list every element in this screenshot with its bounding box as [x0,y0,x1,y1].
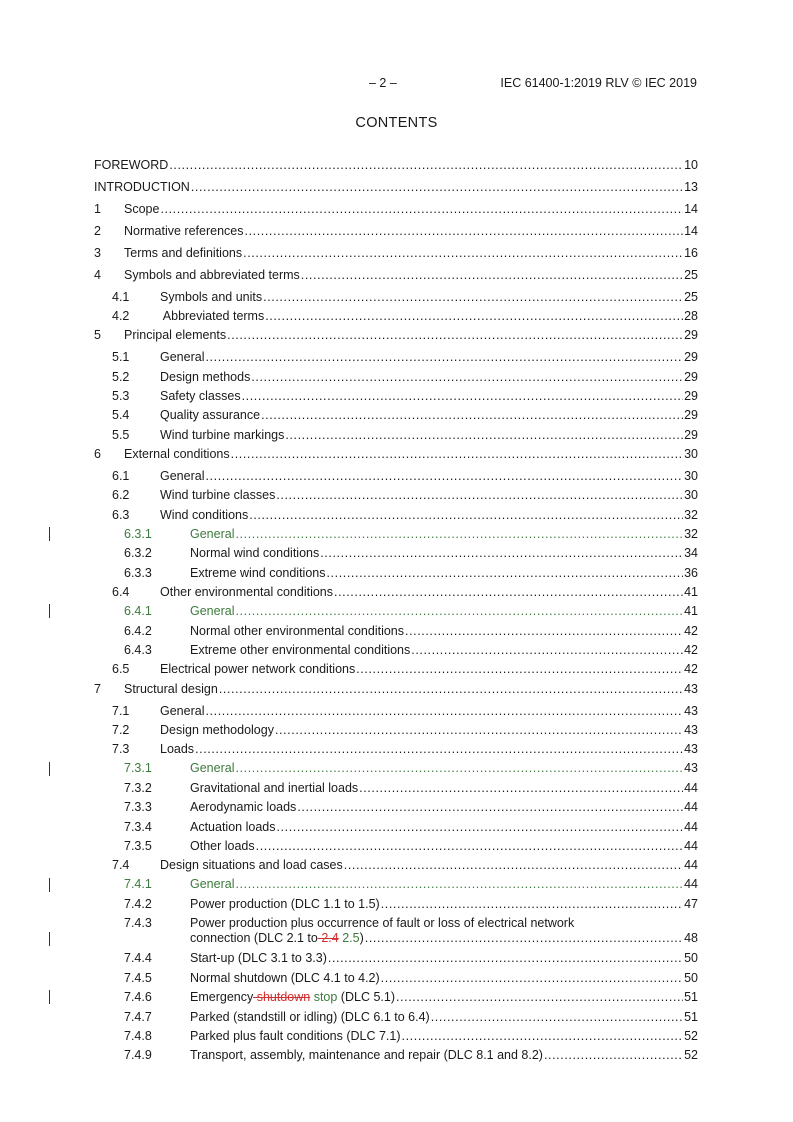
inserted-text: 2.5 [338,931,360,945]
toc-title: General [190,761,235,775]
toc-page: 44 [684,781,698,795]
toc-number: 5.2 [112,370,130,384]
toc-entry-7-4[interactable] [94,858,698,873]
toc-title: Terms and definitions [124,246,243,260]
toc-entry-4-1[interactable] [94,290,698,305]
toc-entry-4[interactable] [94,268,698,283]
toc-title: Other environmental conditions [160,585,334,599]
toc-page: 29 [684,328,698,342]
toc-page: 44 [684,800,698,814]
toc-page: 41 [684,604,698,618]
toc-page: 25 [684,290,698,304]
toc-title: Transport, assembly, maintenance and repair (DLC 8.1 and 8.2) [190,1048,543,1062]
toc-entry-7-4-1[interactable] [94,877,698,892]
toc-title: Design methodology [160,723,274,737]
toc-number: 7.2 [112,723,130,737]
toc-number: 4.1 [112,290,130,304]
toc-page: 29 [684,389,698,403]
toc-title: Abbreviated terms [160,309,265,323]
toc-title: Symbols and units [160,290,263,304]
toc-title: General [190,604,235,618]
toc-entry-6-4-3[interactable] [94,643,698,658]
toc-title: INTRODUCTION [94,180,190,194]
toc-title-text: Emergency [190,990,254,1004]
toc-number: 5 [94,328,101,342]
toc-number: 7.4.9 [124,1048,152,1062]
toc-number: 2 [94,224,101,238]
toc-title: Principal elements [124,328,227,342]
toc-entry-6-3-1[interactable] [94,527,698,542]
toc-title: Design situations and load cases [160,858,343,872]
toc-entry-6-4[interactable] [94,585,698,600]
toc-entry-6-3[interactable] [94,508,698,523]
toc-entry-5-4[interactable] [94,408,698,423]
toc-page: 43 [684,704,698,718]
toc-page: 44 [684,858,698,872]
toc-number: 1 [94,202,101,216]
toc-number: 6.5 [112,662,130,676]
toc-entry-7-4-5[interactable] [94,971,698,986]
toc-title: General [160,350,205,364]
toc-page: 16 [684,246,698,260]
toc-title: Quality assurance [160,408,261,422]
toc-page: 32 [684,527,698,541]
toc-page: 51 [684,1010,698,1024]
toc-title: Structural design [124,682,218,696]
toc-title: General [160,469,205,483]
toc-number: 7.4.8 [124,1029,152,1043]
toc-entry-introduction[interactable] [94,180,698,195]
toc-number: 6.4.2 [124,624,152,638]
toc-page: 44 [684,839,698,853]
toc-title: FOREWORD [94,158,169,172]
toc-page: 41 [684,585,698,599]
toc-title: Normative references [124,224,244,238]
toc-entry-6[interactable] [94,447,698,462]
toc-page: 32 [684,508,698,522]
toc-title: Gravitational and inertial loads [190,781,359,795]
toc-page: 14 [684,202,698,216]
toc-number: 6.3.2 [124,546,152,560]
toc-entry-7-3-5[interactable] [94,839,698,854]
toc-entry-7-4-8[interactable] [94,1029,698,1044]
toc-title [190,990,395,1005]
toc-page: 42 [684,624,698,638]
toc-title: Wind conditions [160,508,249,522]
toc-number: 7.3.4 [124,820,152,834]
toc-number: 7.3.2 [124,781,152,795]
toc-number: 3 [94,246,101,260]
toc-page: 25 [684,268,698,282]
toc-page: 29 [684,428,698,442]
toc-number: 7.3.5 [124,839,152,853]
toc-title: Safety classes [160,389,241,403]
toc-title: General [190,877,235,891]
standard-reference: IEC 61400-1:2019 RLV © IEC 2019 [500,76,697,90]
toc-title: Normal wind conditions [190,546,320,560]
toc-entry-7-4-6[interactable] [94,990,698,1005]
toc-number: 6.4.3 [124,643,152,657]
deleted-text: shutdown [253,990,311,1004]
toc-entry-7-3[interactable] [94,742,698,757]
toc-number: 6.4 [112,585,130,599]
toc-entry-5-1[interactable] [94,350,698,365]
page-header [0,76,793,92]
toc-page: 44 [684,877,698,891]
toc-title-text: connection (DLC 2.1 to [190,931,318,945]
toc-number: 7.3.1 [124,761,152,775]
toc-number: 7.4.4 [124,951,152,965]
toc-page: 10 [684,158,698,172]
toc-page: 43 [684,742,698,756]
toc-number: 6.2 [112,488,130,502]
toc-number: 7.4.5 [124,971,152,985]
toc-number: 7.4.1 [124,877,152,891]
toc-number: 7.4.3 [124,916,152,930]
page-title: CONTENTS [355,115,438,131]
toc-page: 51 [684,990,698,1004]
toc-title: General [190,527,235,541]
toc-number: 7.1 [112,704,130,718]
toc-title: Power production (DLC 1.1 to 1.5) [190,897,380,911]
toc-entry-7-4-3[interactable] [94,916,698,946]
toc-title-text: (DLC 5.1) [337,990,395,1004]
toc-title: Wind turbine classes [160,488,276,502]
toc-number: 5.1 [112,350,130,364]
toc-entry-foreword[interactable] [94,158,698,173]
toc-number: 5.4 [112,408,130,422]
deleted-text: 2.4 [317,931,339,945]
toc-page: 29 [684,350,698,364]
toc-entry-7-3-2[interactable] [94,781,698,796]
toc-title: Normal other environmental conditions [190,624,404,638]
toc-entry-5-2[interactable] [94,370,698,385]
toc-entry-3[interactable] [94,246,698,261]
toc-page: 13 [684,180,698,194]
toc-page: 34 [684,546,698,560]
toc-number: 7.4 [112,858,130,872]
toc-title: Scope [124,202,160,216]
toc-title [190,931,364,946]
toc-entry-1[interactable] [94,202,698,217]
toc-number: 6.4.1 [124,604,152,618]
toc-entry-7-4-2[interactable] [94,897,698,912]
toc-title: External conditions [124,447,230,461]
toc-number: 6.3 [112,508,130,522]
toc-entry-7-3-3[interactable] [94,800,698,815]
toc-number: 7.3.3 [124,800,152,814]
toc-page: 43 [684,761,698,775]
toc-page: 52 [684,1029,698,1043]
toc-page: 44 [684,820,698,834]
toc-title: Design methods [160,370,251,384]
toc-page: 50 [684,951,698,965]
toc-entry-7-3-1[interactable] [94,761,698,776]
toc-entry-6-3-3[interactable] [94,566,698,581]
toc-page: 29 [684,408,698,422]
toc-title: Actuation loads [190,820,276,834]
toc-number: 7.4.6 [124,990,152,1004]
toc-entry-7-3-4[interactable] [94,820,698,835]
toc-title: Symbols and abbreviated terms [124,268,300,282]
toc-title: Extreme other environmental conditions [190,643,411,657]
toc-page: 30 [684,447,698,461]
toc-entry-6-3-2[interactable] [94,546,698,561]
toc-number: 7.3 [112,742,130,756]
toc-page: 28 [684,309,698,323]
toc-number: 4 [94,268,101,282]
change-bar [49,527,50,541]
toc-title: General [160,704,205,718]
toc-page: 42 [684,662,698,676]
toc-entry-7-1[interactable] [94,704,698,719]
inserted-text: stop [310,990,338,1004]
toc-number: 6.3.1 [124,527,152,541]
toc-page: 36 [684,566,698,580]
toc-page: 47 [684,897,698,911]
change-bar [49,604,50,618]
toc-title: Parked plus fault conditions (DLC 7.1) [190,1029,401,1043]
toc-number: 7.4.7 [124,1010,152,1024]
toc-number: 6.3.3 [124,566,152,580]
toc-entry-6-4-1[interactable] [94,604,698,619]
toc-number: 5.3 [112,389,130,403]
page-number: – 2 – [369,76,397,90]
toc-page: 42 [684,643,698,657]
toc-page: 43 [684,682,698,696]
change-bar [49,932,50,946]
toc-title: Aerodynamic loads [190,800,297,814]
toc-title: Electrical power network conditions [160,662,356,676]
toc-entry-7-4-4[interactable] [94,951,698,966]
toc-entry-2[interactable] [94,224,698,239]
toc-page: 52 [684,1048,698,1062]
toc-page: 48 [684,931,698,945]
toc-entry-5[interactable] [94,328,698,343]
toc-title-text: ) [359,931,364,945]
toc-entry-6-2[interactable] [94,488,698,503]
toc-entry-6-5[interactable] [94,662,698,677]
toc-title-line1: Power production plus occurrence of fault or loss of electrical network [190,916,575,930]
toc-number: 6 [94,447,101,461]
toc-entry-7-4-7[interactable] [94,1010,698,1025]
toc-page: 29 [684,370,698,384]
toc-title: Normal shutdown (DLC 4.1 to 4.2) [190,971,380,985]
toc-page: 43 [684,723,698,737]
toc-entry-7-4-9[interactable] [94,1048,698,1063]
toc-title: Extreme wind conditions [190,566,326,580]
change-bar [49,878,50,892]
toc-title: Loads [160,742,195,756]
toc-title: Start-up (DLC 3.1 to 3.3) [190,951,327,965]
toc-number: 4.2 [112,309,130,323]
toc-page: 30 [684,488,698,502]
toc-page: 30 [684,469,698,483]
toc-entry-5-3[interactable] [94,389,698,404]
toc-entry-7[interactable] [94,682,698,697]
toc-entry-6-1[interactable] [94,469,698,484]
toc-title: Parked (standstill or idling) (DLC 6.1 to 6.4) [190,1010,430,1024]
change-bar [49,990,50,1004]
toc-title: Other loads [190,839,255,853]
toc-entry-4-2[interactable] [94,309,698,324]
toc-number: 7 [94,682,101,696]
toc-entry-5-5[interactable] [94,428,698,443]
change-bar [49,762,50,776]
toc-entry-6-4-2[interactable] [94,624,698,639]
toc-number: 7.4.2 [124,897,152,911]
toc-number: 6.1 [112,469,130,483]
toc-title: Wind turbine markings [160,428,285,442]
toc-number: 5.5 [112,428,130,442]
toc-page: 14 [684,224,698,238]
toc-page: 50 [684,971,698,985]
toc-entry-7-2[interactable] [94,723,698,738]
